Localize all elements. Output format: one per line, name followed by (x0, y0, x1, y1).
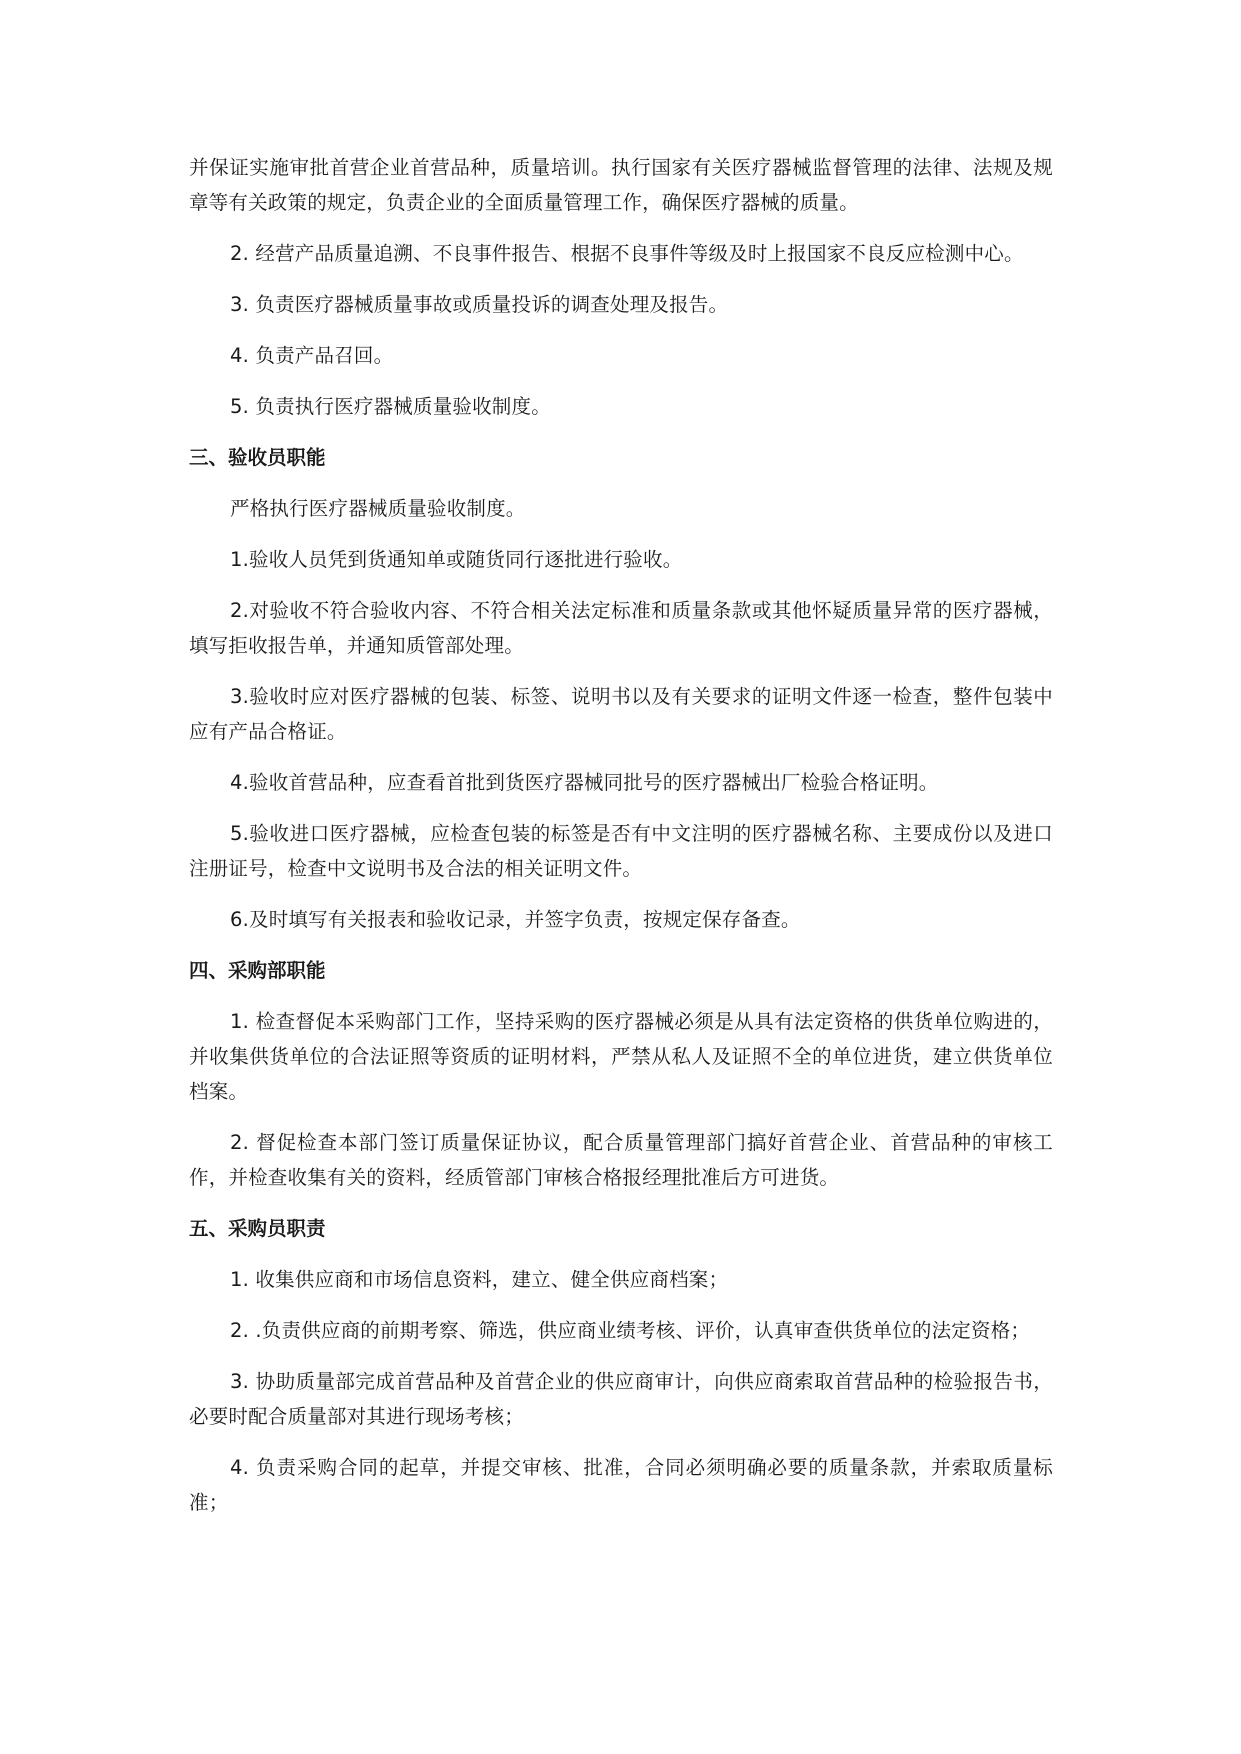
section5-item-2: 2. .负责供应商的前期考察、筛选，供应商业绩考核、评价，认真审查供货单位的法定资格； (230, 1319, 1031, 1342)
section3-heading: 三、验收员职能 (189, 446, 326, 469)
section2-item-2: 2. 经营产品质量追溯、不良事件报告、根据不良事件等级及时上报国家不良反应检测中心。 (230, 242, 1024, 265)
section2-item-5: 5. 负责执行医疗器械质量验收制度。 (230, 395, 551, 418)
section3-item-4: 4.验收首营品种，应查看首批到货医疗器械同批号的医疗器械出厂检验合格证明。 (230, 771, 939, 794)
section5-heading: 五、采购员职责 (189, 1217, 326, 1240)
section3-item-5: 5.验收进口医疗器械，应检查包装的标签是否有中文注明的医疗器械名称、主要成份以及进口注册证号，检查中文说明书及合法的相关证明文件。 (189, 822, 1053, 880)
section5-item-4: 4. 负责采购合同的起草，并提交审核、批准，合同必须明确必要的质量条款，并索取质量标准； (189, 1456, 1053, 1514)
section5-item-1: 1. 收集供应商和市场信息资料，建立、健全供应商档案； (230, 1268, 729, 1291)
section5-item-3: 3. 协助质量部完成首营品种及首营企业的供应商审计，向供应商索取首营品种的检验报告书，必要时配合质量部对其进行现场考核； (189, 1370, 1053, 1428)
section4-item-2: 2. 督促检查本部门签订质量保证协议，配合质量管理部门搞好首营企业、首营品种的审核工作，并检查收集有关的资料，经质管部门审核合格报经理批准后方可进货。 (189, 1131, 1053, 1189)
section2-item-4: 4. 负责产品召回。 (230, 344, 394, 367)
section4-heading: 四、采购部职能 (189, 959, 326, 982)
section3-lead: 严格执行医疗器械质量验收制度。 (230, 497, 526, 520)
document-body (189, 150, 1053, 1536)
section3-item-3: 3.验收时应对医疗器械的包装、标签、说明书以及有关要求的证明文件逐一检查，整件包装中应有产品合格证。 (189, 685, 1053, 743)
intro-paragraph: 并保证实施审批首营企业首营品种，质量培训。执行国家有关医疗器械监督管理的法律、法规及规章等有关政策的规定，负责企业的全面质量管理工作，确保医疗器械的质量。 (189, 156, 1053, 214)
section2-item-3: 3. 负责医疗器械质量事故或质量投诉的调查处理及报告。 (230, 293, 729, 316)
section3-item-2: 2.对验收不符合验收内容、不符合相关法定标准和质量条款或其他怀疑质量异常的医疗器械，填写拒收报告单，并通知质管部处理。 (189, 599, 1053, 657)
section3-item-6: 6.及时填写有关报表和验收记录，并签字负责，按规定保存备查。 (230, 908, 801, 931)
section3-item-1: 1.验收人员凭到货通知单或随货同行逐批进行验收。 (230, 548, 683, 571)
section4-item-1: 1. 检查督促本采购部门工作，坚持采购的医疗器械必须是从具有法定资格的供货单位购进的，并收集供货单位的合法证照等资质的证明材料，严禁从私人及证照不全的单位进货，建立供货单位档案。 (189, 1010, 1053, 1103)
